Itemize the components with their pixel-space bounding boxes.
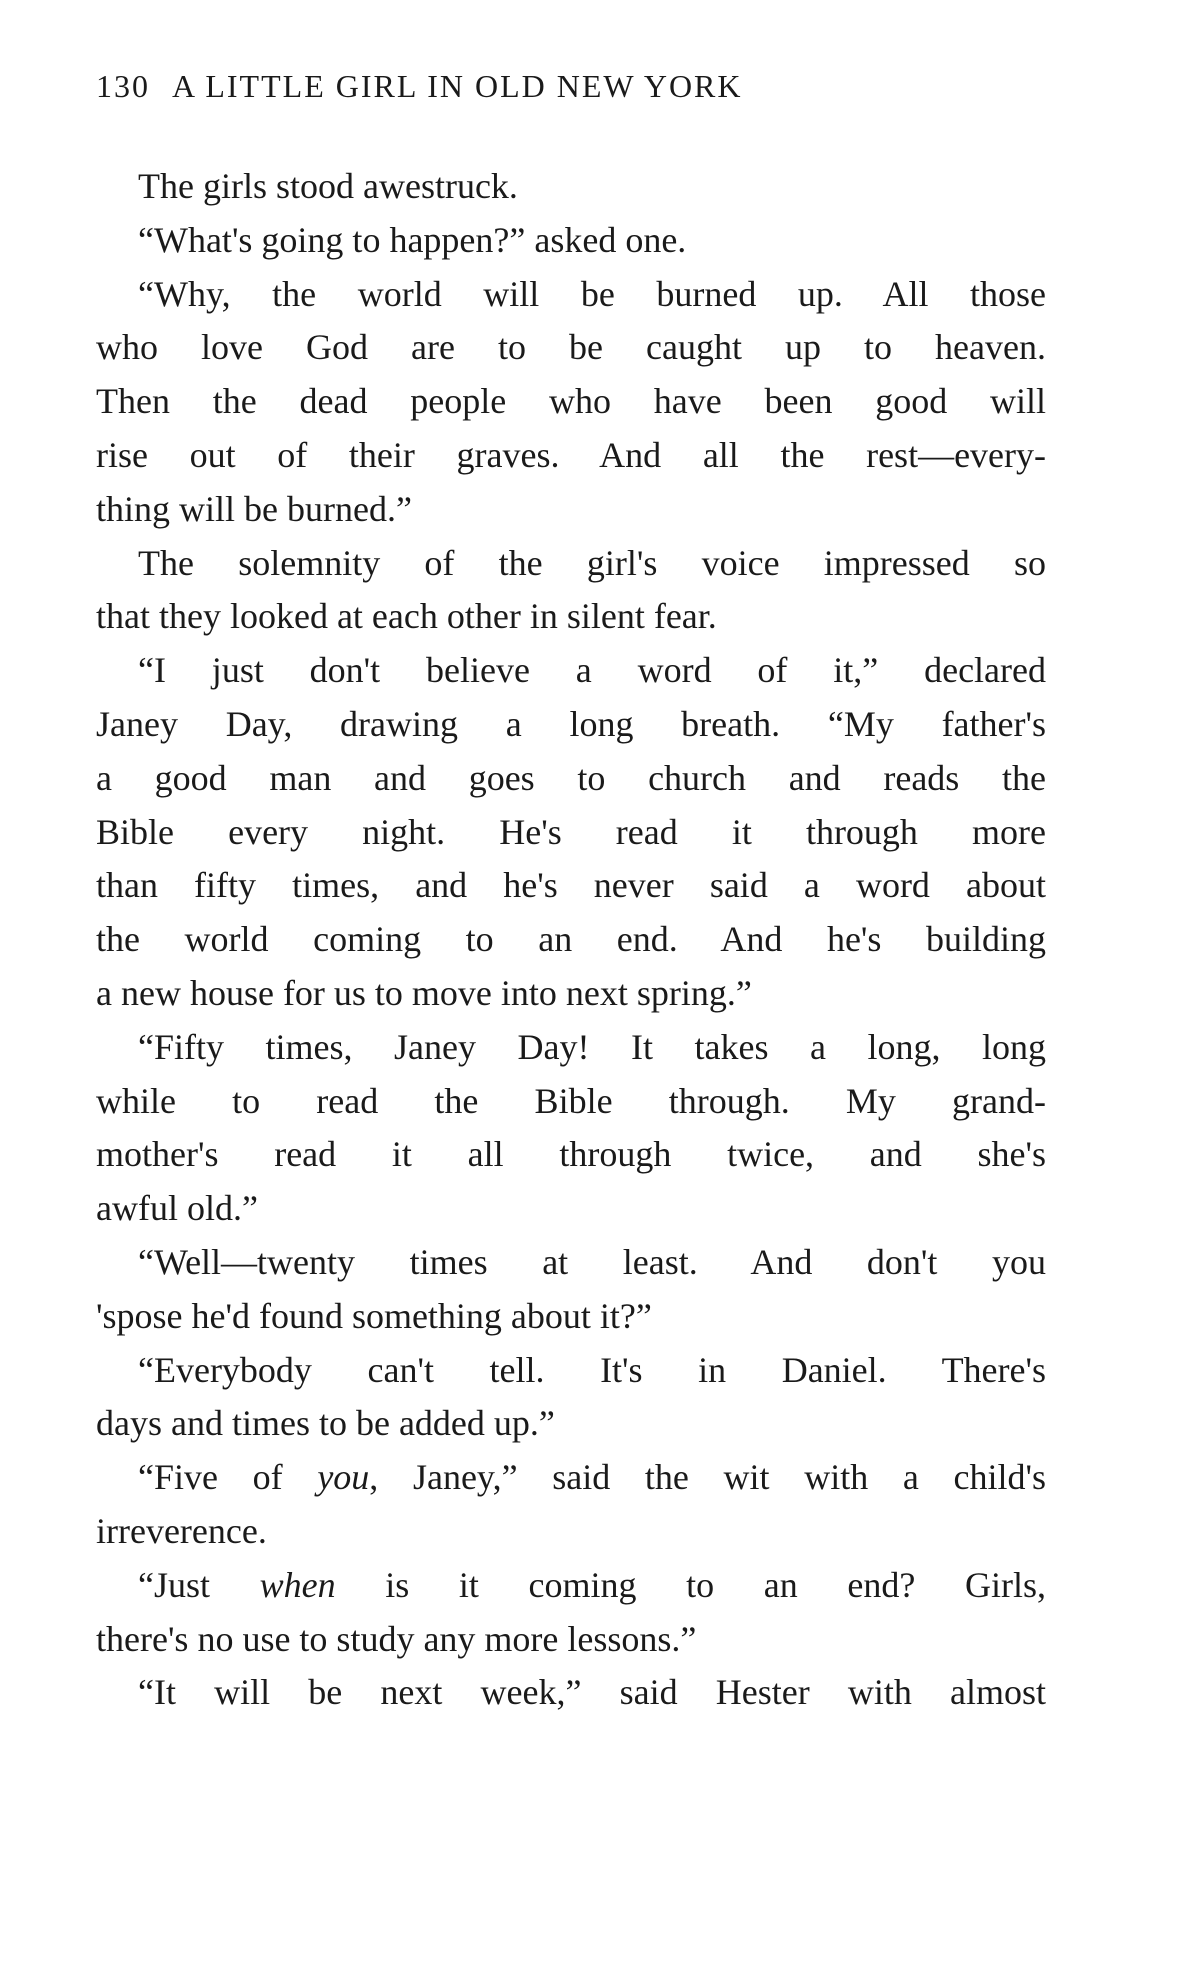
- text-line: irreverence.: [96, 1510, 267, 1551]
- text-line: “Fifty times, Janey Day! It takes a long, long: [138, 1026, 1046, 1067]
- running-title: A LITTLE GIRL IN OLD NEW YORK: [172, 68, 743, 104]
- text-line: mother's read it all through twice, and she's: [96, 1134, 1046, 1175]
- text-line: Janey Day, drawing a long breath. “My father's: [96, 703, 1046, 744]
- text-line: [96, 1559, 1046, 1613]
- italic-emphasis: when: [259, 1564, 336, 1605]
- running-head: [96, 68, 743, 105]
- text-line: “Why, the world will be burned up. All those: [138, 273, 1046, 314]
- text-segment: , Janey,” said the wit with a child's: [369, 1457, 1047, 1498]
- text-segment: is it coming to an end? Girls,: [335, 1564, 1047, 1605]
- text-line: days and times to be added up.”: [96, 1403, 555, 1444]
- text-line: The solemnity of the girl's voice impressed so: [138, 542, 1046, 583]
- text-line: who love God are to be caught up to heaven.: [96, 327, 1046, 368]
- body-text: [96, 160, 1046, 1720]
- text-line: the world coming to an end. And he's building: [96, 919, 1046, 960]
- text-line: Bible every night. He's read it through more: [96, 811, 1046, 852]
- text-line: that they looked at each other in silent fear.: [96, 596, 717, 637]
- text-line: thing will be burned.”: [96, 488, 412, 529]
- text-segment: “Just: [138, 1564, 260, 1605]
- text-line: [96, 1451, 1046, 1505]
- text-line: “It will be next week,” said Hester with almost: [138, 1672, 1046, 1713]
- text-line: “What's going to happen?” asked one.: [138, 219, 687, 260]
- text-line: rise out of their graves. And all the rest—every-: [96, 434, 1046, 475]
- text-line: “Everybody can't tell. It's in Daniel. There's: [138, 1349, 1046, 1390]
- text-line: than fifty times, and he's never said a word about: [96, 865, 1046, 906]
- text-line: a new house for us to move into next spring.”: [96, 972, 752, 1013]
- text-line: while to read the Bible through. My grand-: [96, 1080, 1046, 1121]
- text-line: Then the dead people who have been good will: [96, 381, 1046, 422]
- text-segment: “Five of: [138, 1457, 318, 1498]
- text-line: “I just don't believe a word of it,” declared: [138, 650, 1046, 691]
- page-number: 130: [96, 68, 150, 104]
- text-line: there's no use to study any more lessons.”: [96, 1618, 697, 1659]
- text-line: a good man and goes to church and reads the: [96, 757, 1046, 798]
- text-line: “Well—twenty times at least. And don't you: [138, 1241, 1046, 1282]
- text-line: 'spose he'd found something about it?”: [96, 1295, 652, 1336]
- text-line: awful old.”: [96, 1188, 258, 1229]
- text-line: The girls stood awestruck.: [138, 166, 518, 206]
- italic-emphasis: you: [317, 1457, 370, 1498]
